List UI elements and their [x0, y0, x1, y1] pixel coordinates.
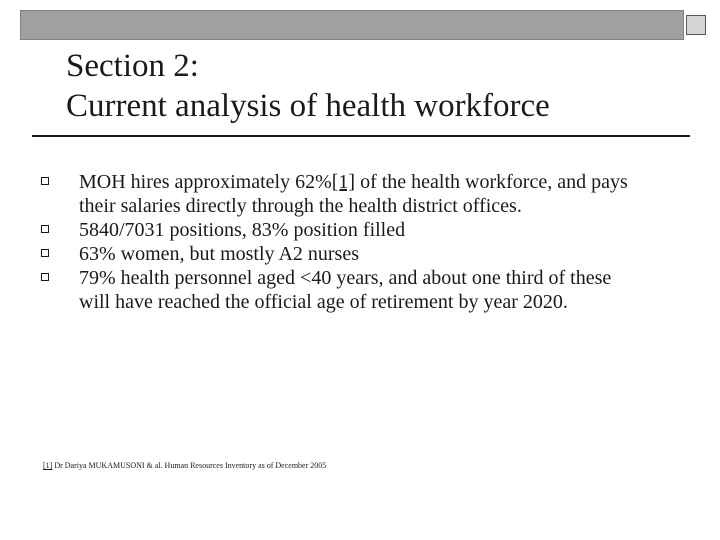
footnote-reference-link[interactable]: [1] — [331, 171, 356, 193]
bullet-text: of the health workforce, and pays their salaries directly through the health district offices. — [79, 171, 628, 217]
footnote-anchor-link[interactable]: [1] — [43, 461, 53, 470]
square-bullet-icon — [41, 177, 49, 185]
bullet-item-women — [41, 242, 646, 266]
bullet-item-age — [41, 266, 646, 314]
bullet-item-moh-hires — [41, 170, 646, 218]
title-divider — [32, 135, 690, 137]
corner-square-icon — [686, 15, 706, 35]
bullet-text: 79% health personnel aged <40 years, and about one third of these will have reached the official age of retirement by year 2020. — [79, 267, 612, 313]
bullet-text: 5840/7031 positions, 83% position filled — [79, 219, 406, 241]
footnote-text: Dr Dariya MUKAMUSONI & al. Human Resources Inventory as of December 2005 — [52, 461, 327, 470]
square-bullet-icon — [41, 225, 49, 233]
bullet-list — [41, 170, 646, 314]
slide-title — [66, 46, 550, 126]
bullet-text: MOH hires approximately 62% — [79, 171, 332, 193]
square-bullet-icon — [41, 273, 49, 281]
bullet-item-positions — [41, 218, 646, 242]
footnote — [43, 461, 326, 471]
square-bullet-icon — [41, 249, 49, 257]
title-line-2: Current analysis of health workforce — [66, 88, 550, 124]
title-line-1: Section 2: — [66, 48, 199, 84]
bullet-text: 63% women, but mostly A2 nurses — [79, 243, 359, 265]
header-band — [20, 10, 684, 40]
